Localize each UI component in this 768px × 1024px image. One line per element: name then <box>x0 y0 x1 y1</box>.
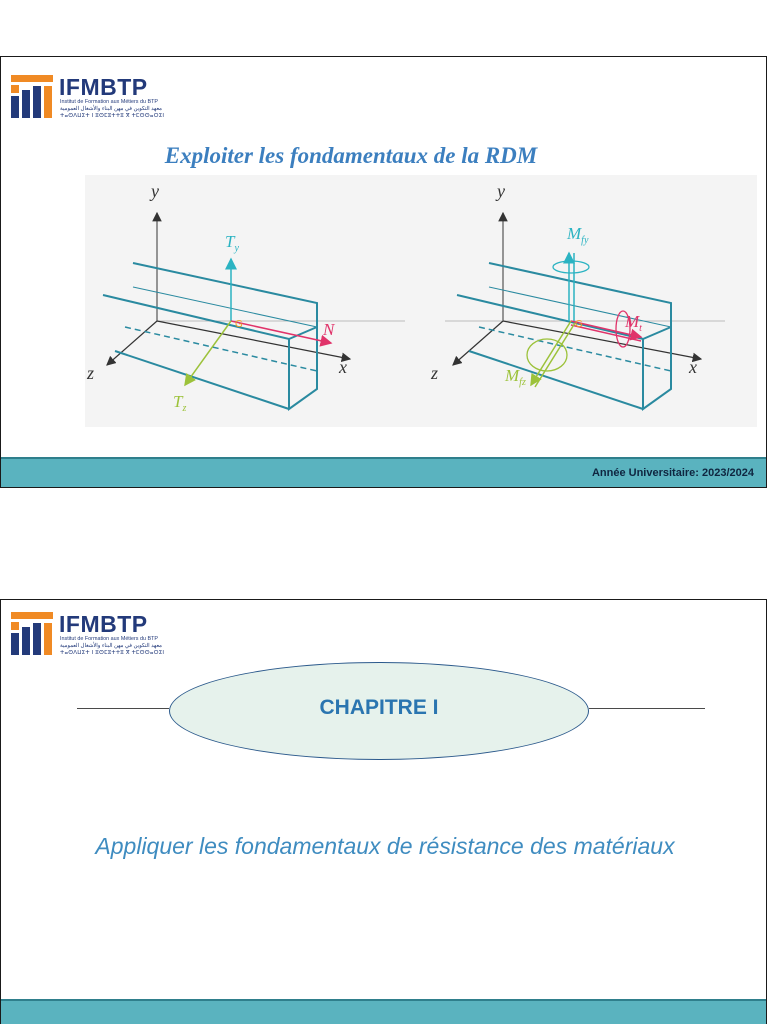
logo-subtitle-fr: Institut de Formation aux Métiers du BTP <box>60 99 158 105</box>
logo-bars-icon <box>9 610 57 658</box>
logo-name: IFMBTP <box>59 611 148 637</box>
z-label-right: z <box>431 363 439 383</box>
footer-bar <box>1 457 766 488</box>
g-label-right: G <box>575 319 583 330</box>
ifmbtp-logo <box>9 73 179 125</box>
mfz-label: $M_{fz}$ <box>505 366 526 388</box>
slide-2 <box>0 599 767 1024</box>
logo-name: IFMBTP <box>59 74 148 100</box>
x-label: x <box>339 357 347 377</box>
footer-bar <box>1 999 766 1024</box>
y-label-right: y <box>497 181 505 201</box>
n-label: N <box>323 320 335 339</box>
slide-title: Exploiter les fondamentaux de la RDM <box>164 143 538 168</box>
z-label: z <box>87 363 95 383</box>
slide-1 <box>0 56 767 488</box>
mt-label: $M_t$ <box>625 312 642 334</box>
logo-subtitle-ar: معهد التكوين في مهن البناء والأشغال العمومية <box>60 643 162 649</box>
ty-label: $T_y$ <box>225 232 239 254</box>
rdm-diagram <box>85 175 757 427</box>
mfy-label: $M_{fy}$ <box>567 224 589 246</box>
x-label-right: x <box>689 357 697 377</box>
logo-subtitle-fr: Institut de Formation aux Métiers du BTP <box>60 636 158 642</box>
divider-right <box>589 708 705 709</box>
logo-bars-icon <box>9 73 57 121</box>
logo-subtitle-tifinagh: ⵜⴰⵙⴷⵡⵉⵜ ⵏ ⵓⵙⵎⵓⵜⵜⵓ ⴳ ⵜⵎⵙⵙⴰⵔⵉⵏ <box>60 650 165 656</box>
academic-year: Année Universitaire: 2023/2024 <box>591 467 754 479</box>
chapter-subtitle: Appliquer les fondamentaux de résistance des matériaux <box>95 833 675 859</box>
ifmbtp-logo <box>9 610 179 662</box>
divider-left <box>77 708 169 709</box>
chapter-title: CHAPITRE I <box>319 696 439 719</box>
g-label: G <box>235 319 243 330</box>
logo-subtitle-tifinagh: ⵜⴰⵙⴷⵡⵉⵜ ⵏ ⵓⵙⵎⵓⵜⵜⵓ ⴳ ⵜⵎⵙⵙⴰⵔⵉⵏ <box>60 113 165 119</box>
y-label: y <box>151 181 159 201</box>
logo-subtitle-ar: معهد التكوين في مهن البناء والأشغال العمومية <box>60 106 162 112</box>
tz-label: $T_z$ <box>173 392 187 414</box>
